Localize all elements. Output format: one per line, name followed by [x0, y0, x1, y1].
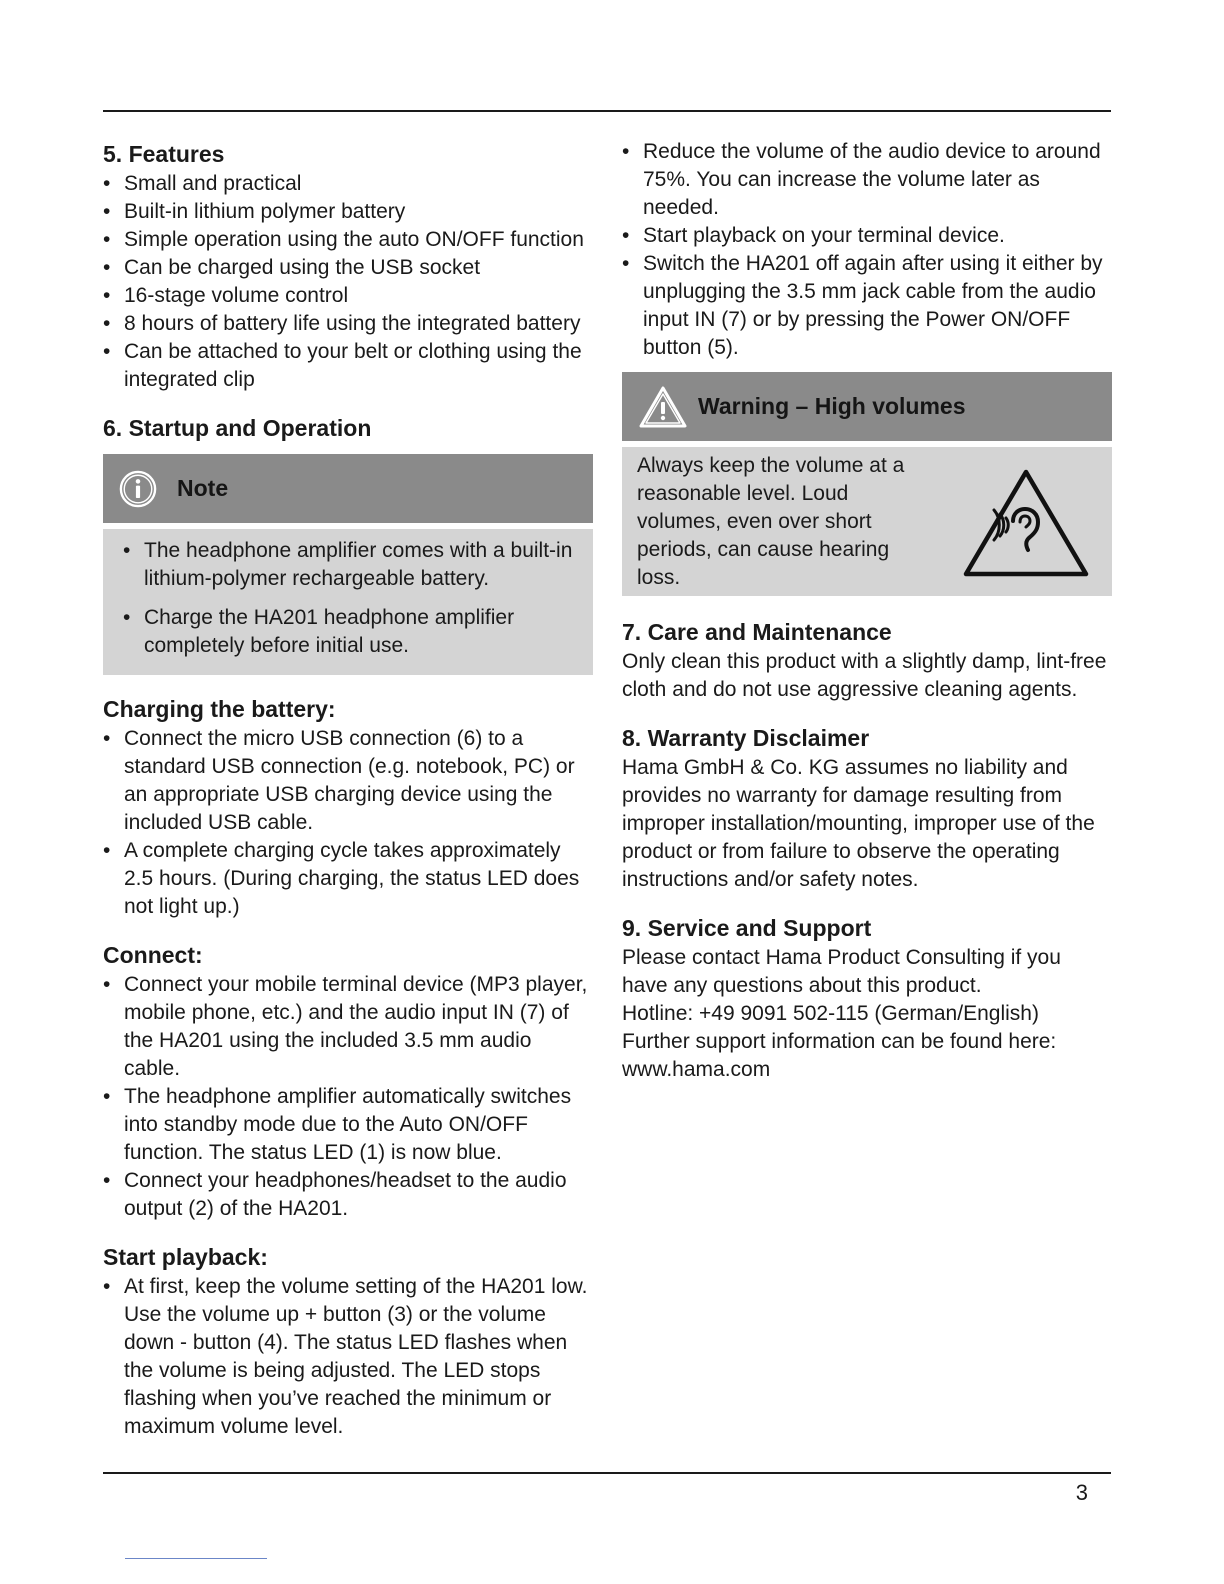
warning-text: Always keep the volume at a reasonable level. Loud volumes, even over short periods, can cause hearing loss. — [637, 454, 905, 589]
connect-heading: Connect: — [103, 942, 203, 968]
features-heading: 5. Features — [103, 141, 225, 167]
list-item: • Small and practical — [103, 170, 593, 198]
features-list — [103, 170, 593, 394]
list-item: • Reduce the volume of the audio device to around 75%. You can increase the volume later as needed. — [622, 138, 1112, 222]
list-item: • Can be charged using the USB socket — [103, 254, 593, 282]
care-heading: 7. Care and Maintenance — [622, 619, 892, 645]
warning-box — [622, 372, 1112, 596]
list-item: • Connect your headphones/headset to the audio output (2) of the HA201. — [103, 1167, 593, 1223]
hearing-hazard-icon — [962, 466, 1090, 578]
list-item: • Start playback on your terminal device. — [622, 222, 1112, 250]
service-contact: Please contact Hama Product Consulting if you have any questions about this product. — [622, 946, 1061, 997]
service-support-info: Further support information can be found here: — [622, 1030, 1057, 1053]
list-item: • Connect your mobile terminal device (MP3 player, mobile phone, etc.) and the audio input IN (7) of the HA201 using the included 3.5 mm audio cable. — [103, 971, 593, 1083]
startup-heading: 6. Startup and Operation — [103, 415, 372, 441]
connect-list — [103, 971, 593, 1223]
list-item: • Connect the micro USB connection (6) to a standard USB connection (e.g. notebook, PC) or an appropriate USB charging device using the included USB cable. — [103, 725, 593, 837]
warning-icon — [638, 385, 688, 429]
note-title: Note — [177, 475, 229, 501]
playback-list-continued — [622, 138, 1112, 362]
warranty-text: Hama GmbH & Co. KG assumes no liability and provides no warranty for damage resulting from improper installation/mounting, improper use of the product or from failure to observe the operating instructions and/or safety notes. — [622, 756, 1095, 891]
playback-heading: Start playback: — [103, 1244, 268, 1270]
list-item: • 8 hours of battery life using the integrated battery — [103, 310, 593, 338]
list-item: • Built-in lithium polymer battery — [103, 198, 593, 226]
note-box — [103, 454, 593, 675]
care-text: Only clean this product with a slightly damp, lint-free cloth and do not use aggressive cleaning agents. — [622, 650, 1107, 701]
list-item: • Charge the HA201 headphone amplifier completely before initial use. — [123, 604, 579, 660]
list-item: • At first, keep the volume setting of the HA201 low. Use the volume up + button (3) or the volume down - button (4). The status LED flashes when the volume is being adjusted. The LED stops flashing when you’ve reached the minimum or maximum volume level. — [103, 1273, 593, 1441]
charging-heading: Charging the battery: — [103, 696, 336, 722]
top-rule — [103, 110, 1111, 112]
list-item: • A complete charging cycle takes approximately 2.5 hours. (During charging, the status LED does not light up.) — [103, 837, 593, 921]
warranty-heading: 8. Warranty Disclaimer — [622, 725, 870, 751]
left-column — [103, 138, 593, 1441]
service-hotline: Hotline: +49 9091 502-115 (German/English) — [622, 1002, 1039, 1025]
service-website-link[interactable]: www.hama.com — [622, 1058, 771, 1081]
info-icon — [119, 470, 157, 508]
bottom-rule — [103, 1472, 1111, 1474]
charging-list — [103, 725, 593, 921]
list-item: • Can be attached to your belt or clothing using the integrated clip — [103, 338, 593, 394]
warning-header — [622, 372, 1112, 441]
list-item: • The headphone amplifier comes with a built-in lithium-polymer rechargeable battery. — [123, 537, 579, 593]
service-heading: 9. Service and Support — [622, 915, 872, 941]
list-item: • 16-stage volume control — [103, 282, 593, 310]
note-header — [103, 454, 593, 523]
page-number: 3 — [1075, 1480, 1088, 1505]
list-item: • The headphone amplifier automatically switches into standby mode due to the Auto ON/OFF function. The status LED (1) is now blue. — [103, 1083, 593, 1167]
right-column — [622, 138, 1112, 1084]
list-item: • Simple operation using the auto ON/OFF function — [103, 226, 593, 254]
footer-link-underline — [125, 1558, 267, 1559]
warning-body — [622, 447, 1112, 596]
list-item: • Switch the HA201 off again after using it either by unplugging the 3.5 mm jack cable from the audio input IN (7) or by pressing the Power ON/OFF button (5). — [622, 250, 1112, 362]
note-body — [103, 529, 593, 675]
warning-title: Warning – High volumes — [698, 393, 966, 419]
playback-list — [103, 1273, 593, 1441]
